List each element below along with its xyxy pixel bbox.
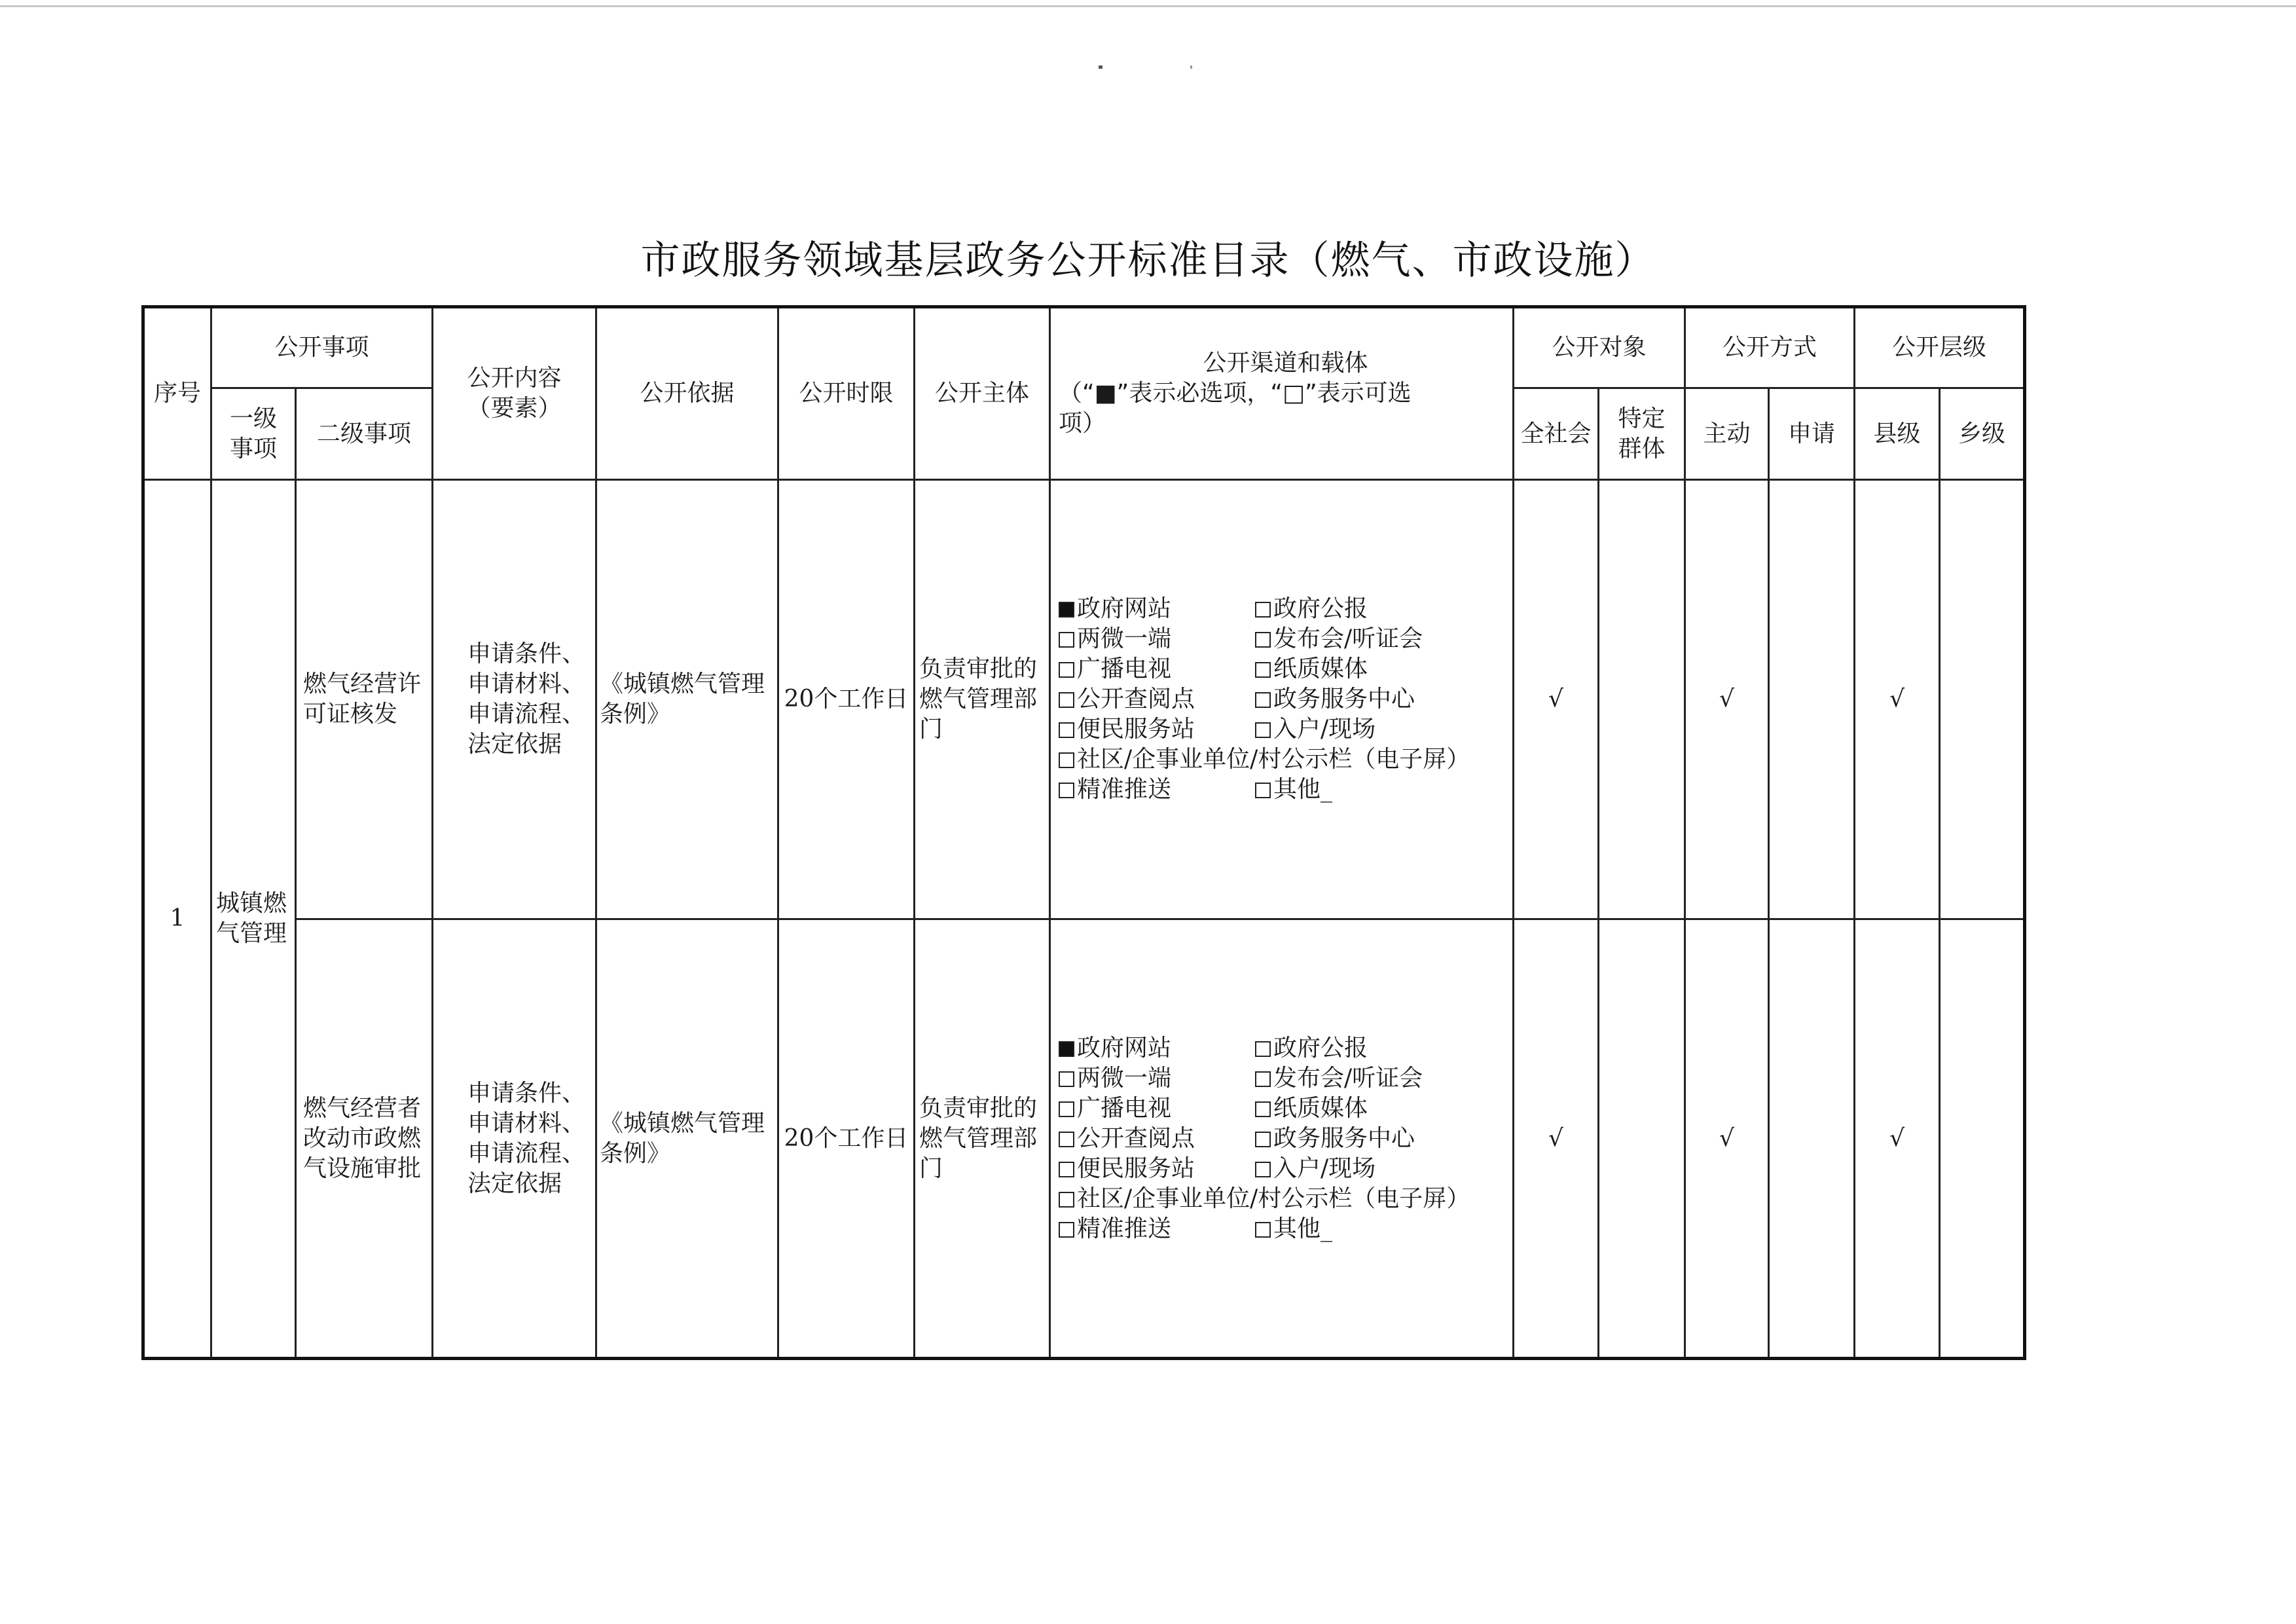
empty-checkbox-icon (1255, 1222, 1271, 1238)
row-target-specific (1599, 919, 1685, 1359)
scan-speck (1190, 65, 1192, 69)
empty-checkbox-icon (1255, 722, 1271, 738)
empty-checkbox-icon (1255, 692, 1271, 708)
row-level2: 燃气经营许 可证核发 (296, 480, 433, 919)
channel-option: 政府公报 (1255, 594, 1504, 624)
channel-option: 便民服务站 (1059, 1154, 1255, 1184)
table-row (143, 919, 2025, 1359)
empty-checkbox-icon (1059, 1101, 1074, 1117)
header-method-active: 主动 (1685, 388, 1769, 480)
header-level-town: 乡级 (1940, 388, 2025, 480)
row-method-active: √ (1685, 919, 1769, 1359)
empty-checkbox-icon (1059, 722, 1074, 738)
empty-checkbox-icon (1255, 602, 1271, 618)
row-channels (1050, 919, 1514, 1359)
header-target: 公开对象 (1514, 307, 1685, 388)
channel-option: 广播电视 (1059, 1094, 1255, 1124)
channel-option-required: 政府网站 (1059, 1033, 1255, 1063)
empty-checkbox-icon (1059, 662, 1074, 678)
row-level-county: √ (1855, 480, 1940, 919)
empty-checkbox-icon (1059, 1162, 1074, 1177)
header-basis: 公开依据 (596, 307, 778, 480)
header-target-specific: 特定 群体 (1599, 388, 1685, 480)
header-seq: 序号 (143, 307, 211, 480)
row-level2: 燃气经营者 改动市政燃 气设施审批 (296, 919, 433, 1359)
channel-option: 纸质媒体 (1255, 1094, 1504, 1124)
channel-option: 政务服务中心 (1255, 684, 1504, 714)
scan-top-edge (0, 5, 2296, 7)
channel-option: 其他_ (1255, 1214, 1504, 1244)
empty-checkbox-icon (1255, 783, 1271, 798)
channel-option: 入户/现场 (1255, 714, 1504, 745)
channel-option: 两微一端 (1059, 1063, 1255, 1094)
row-content: 申请条件、 申请材料、 申请流程、 法定依据 (433, 480, 596, 919)
empty-checkbox-icon (1059, 783, 1074, 798)
row-channels (1050, 480, 1514, 919)
channel-option: 纸质媒体 (1255, 654, 1504, 684)
row-content: 申请条件、 申请材料、 申请流程、 法定依据 (433, 919, 596, 1359)
channel-option: 政府公报 (1255, 1033, 1504, 1063)
header-method: 公开方式 (1685, 307, 1855, 388)
header-item: 公开事项 (211, 307, 433, 388)
channel-option: 两微一端 (1059, 624, 1255, 654)
empty-checkbox-icon (1059, 632, 1074, 648)
empty-checkbox-icon (1255, 1162, 1271, 1177)
row-subject: 负责审批的 燃气管理部 门 (915, 480, 1050, 919)
empty-checkbox-icon (1255, 1071, 1271, 1087)
channel-option: 入户/现场 (1255, 1154, 1504, 1184)
scan-speck (1099, 65, 1102, 69)
empty-checkbox-icon (1059, 1132, 1074, 1147)
channel-option: 公开查阅点 (1059, 684, 1255, 714)
channel-option: 便民服务站 (1059, 714, 1255, 745)
row-level-county: √ (1855, 919, 1940, 1359)
header-method-apply: 申请 (1769, 388, 1855, 480)
row-level1: 城镇燃 气管理 (211, 480, 296, 1359)
row-target-specific (1599, 480, 1685, 919)
row-basis: 《城镇燃气管理 条例》 (596, 480, 778, 919)
channel-option: 社区/企事业单位/村公示栏（电子屏） (1059, 1184, 1504, 1214)
header-row-1 (143, 307, 2025, 388)
row-subject: 负责审批的 燃气管理部 门 (915, 919, 1050, 1359)
page-title: 市政服务领域基层政务公开标准目录（燃气、市政设施） (640, 238, 1656, 284)
channel-option: 政务服务中心 (1255, 1124, 1504, 1154)
table-row (143, 480, 2025, 919)
empty-checkbox-icon (1255, 1101, 1271, 1117)
header-channel: 公开渠道和载体 （“■”表示必选项，“□”表示可选 项） (1050, 307, 1514, 480)
empty-checkbox-icon (1255, 1132, 1271, 1147)
channel-option: 其他_ (1255, 775, 1504, 805)
row-method-apply (1769, 919, 1855, 1359)
row-basis: 《城镇燃气管理 条例》 (596, 919, 778, 1359)
header-level: 公开层级 (1855, 307, 2025, 388)
channel-option: 精准推送 (1059, 775, 1255, 805)
header-content: 公开内容 （要素） (433, 307, 596, 480)
row-target-all: √ (1514, 919, 1599, 1359)
row-target-all: √ (1514, 480, 1599, 919)
row-level-town (1940, 480, 2025, 919)
empty-checkbox-icon (1255, 632, 1271, 648)
empty-checkbox-icon (1255, 1041, 1271, 1057)
catalog-table (141, 305, 2026, 1360)
channel-option: 公开查阅点 (1059, 1124, 1255, 1154)
empty-checkbox-icon (1059, 1071, 1074, 1087)
empty-checkbox-icon (1059, 1192, 1074, 1208)
empty-checkbox-icon (1059, 752, 1074, 768)
empty-checkbox-icon (1059, 1222, 1074, 1238)
row-time-limit: 20个工作日 (778, 480, 915, 919)
header-target-all: 全社会 (1514, 388, 1599, 480)
empty-checkbox-icon (1255, 662, 1271, 678)
header-time-limit: 公开时限 (778, 307, 915, 480)
empty-checkbox-icon (1059, 692, 1074, 708)
row-time-limit: 20个工作日 (778, 919, 915, 1359)
channel-option: 发布会/听证会 (1255, 1063, 1504, 1094)
header-level1: 一级 事项 (211, 388, 296, 480)
row-method-active: √ (1685, 480, 1769, 919)
channel-option-required: 政府网站 (1059, 594, 1255, 624)
row-method-apply (1769, 480, 1855, 919)
filled-checkbox-icon (1059, 602, 1074, 618)
filled-checkbox-icon (1059, 1041, 1074, 1057)
channel-option: 发布会/听证会 (1255, 624, 1504, 654)
row-seq: 1 (143, 480, 211, 1359)
channel-option: 社区/企事业单位/村公示栏（电子屏） (1059, 745, 1504, 775)
header-level-county: 县级 (1855, 388, 1940, 480)
channel-option: 广播电视 (1059, 654, 1255, 684)
header-subject: 公开主体 (915, 307, 1050, 480)
row-level-town (1940, 919, 2025, 1359)
header-level2: 二级事项 (296, 388, 433, 480)
channel-option: 精准推送 (1059, 1214, 1255, 1244)
